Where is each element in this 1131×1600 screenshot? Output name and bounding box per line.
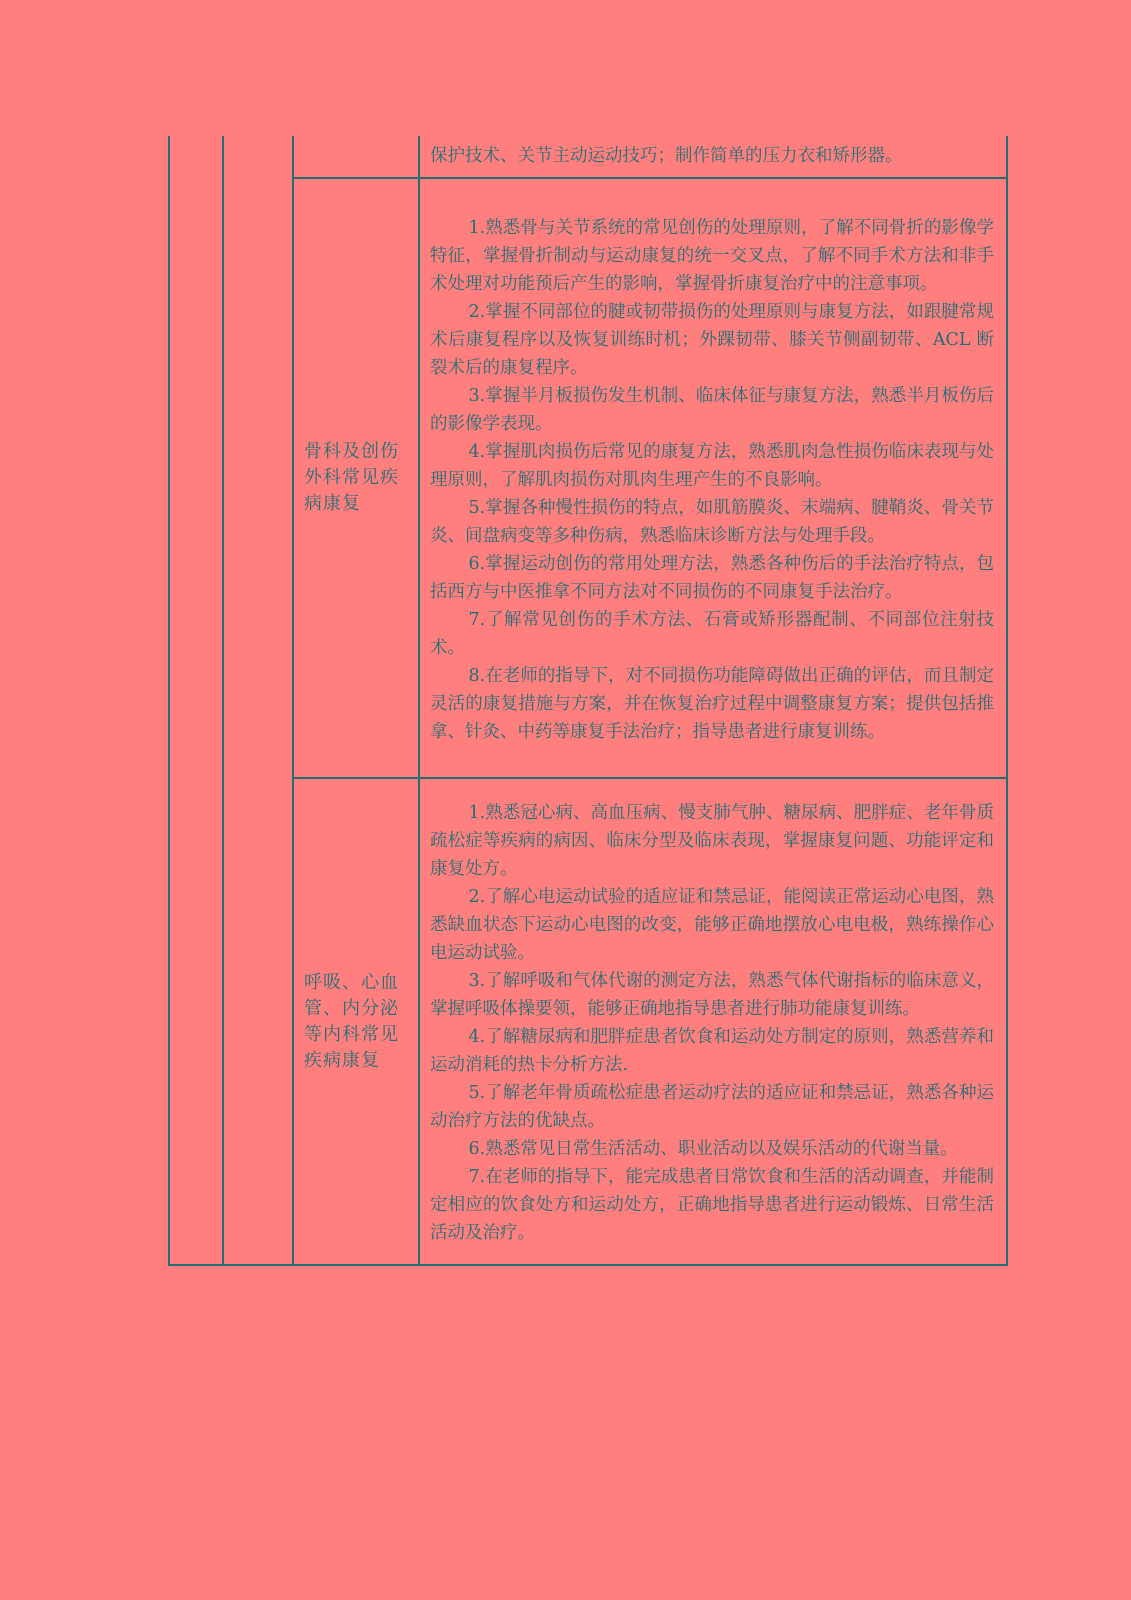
table-row-continuation [169, 136, 1007, 178]
orthopedics-item-8: 8.在老师的指导下，对不同损伤功能障碍做出正确的评估，而且制定灵活的康复措施与方案，并在恢复治疗过程中调整康复方案；提供包括推拿、针灸、中药等康复手法治疗；指导患者进行康复训练。 [430, 666, 994, 742]
table-row-orthopedics [169, 178, 1007, 778]
internal-medicine-item-3: 3.了解呼吸和气体代谢的测定方法，熟悉气体代谢指标的临床意义，掌握呼吸体操要领，能够正确地指导患者进行肺功能康复训练。 [430, 970, 994, 1019]
continuation-text: 保护技术、关节主动运动技巧；制作简单的压力衣和矫形器。 [430, 145, 903, 166]
topic-cell-orthopedics: 骨科及创伤外科常见疾病康复 [293, 178, 419, 778]
orthopedics-item-5: 5.掌握各种慢性损伤的特点，如肌筋膜炎、末端病、腱鞘炎、骨关节炎、间盘病变等多种伤病，熟悉临床诊断方法与处理手段。 [430, 498, 994, 546]
orthopedics-item-7: 7.了解常见创伤的手术方法、石膏或矫形器配制、不同部位注射技术。 [430, 610, 994, 658]
column-2-cell [223, 136, 293, 1265]
orthopedics-item-6: 6.掌握运动创伤的常用处理方法，熟悉各种伤后的手法治疗特点，包括西方与中医推拿不同方法对不同损伤的不同康复手法治疗。 [430, 554, 994, 602]
content-cell-orthopedics [419, 178, 1007, 778]
orthopedics-item-1: 1.熟悉骨与关节系统的常见创伤的处理原则，了解不同骨折的影像学特征，掌握骨折制动与运动康复的统一交叉点，了解不同手术方法和非手术处理对功能预后产生的影响，掌握骨折康复治疗中的注意事项。 [430, 218, 994, 294]
column-1-cell [169, 136, 223, 1265]
internal-medicine-item-4: 4.了解糖尿病和肥胖症患者饮食和运动处方制定的原则，熟悉营养和运动消耗的热卡分析方法. [430, 1026, 994, 1075]
internal-medicine-item-7: 7.在老师的指导下，能完成患者日常饮食和生活的活动调查，并能制定相应的饮食处方和运动处方，正确地指导患者进行运动锻炼、日常生活活动及治疗。 [430, 1166, 994, 1243]
orthopedics-item-3: 3.掌握半月板损伤发生机制、临床体征与康复方法，熟悉半月板伤后的影像学表现。 [430, 386, 994, 434]
orthopedics-item-4: 4.掌握肌肉损伤后常见的康复方法，熟悉肌肉急性损伤临床表现与处理原则，了解肌肉损伤对肌肉生理产生的不良影响。 [430, 442, 994, 490]
topic-cell-internal-medicine: 呼吸、心血管、内分泌等内科常见疾病康复 [293, 778, 419, 1265]
orthopedics-item-2: 2.掌握不同部位的腱或韧带损伤的处理原则与康复方法，如跟腱常规术后康复程序以及恢复训练时机；外踝韧带、膝关节侧副韧带、ACL 断裂术后的康复程序。 [430, 302, 994, 378]
topic-cell-empty [293, 136, 419, 178]
internal-medicine-item-5: 5.了解老年骨质疏松症患者运动疗法的适应证和禁忌证，熟悉各种运动治疗方法的优缺点。 [430, 1082, 994, 1131]
internal-medicine-item-2: 2.了解心电运动试验的适应证和禁忌证，能阅读正常运动心电图，熟悉缺血状态下运动心电图的改变，能够正确地摆放心电电极，熟练操作心电运动试验。 [430, 886, 994, 963]
training-content-table [168, 136, 1008, 1266]
internal-medicine-item-1: 1.熟悉冠心病、高血压病、慢支肺气肿、糖尿病、肥胖症、老年骨质疏松症等疾病的病因、临床分型及临床表现，掌握康复问题、功能评定和康复处方。 [430, 802, 994, 879]
content-cell-continuation [419, 136, 1007, 178]
internal-medicine-item-6: 6.熟悉常见日常生活活动、职业活动以及娱乐活动的代谢当量。 [468, 1138, 958, 1159]
table-row-internal-medicine [169, 778, 1007, 1265]
content-cell-internal-medicine [419, 778, 1007, 1265]
